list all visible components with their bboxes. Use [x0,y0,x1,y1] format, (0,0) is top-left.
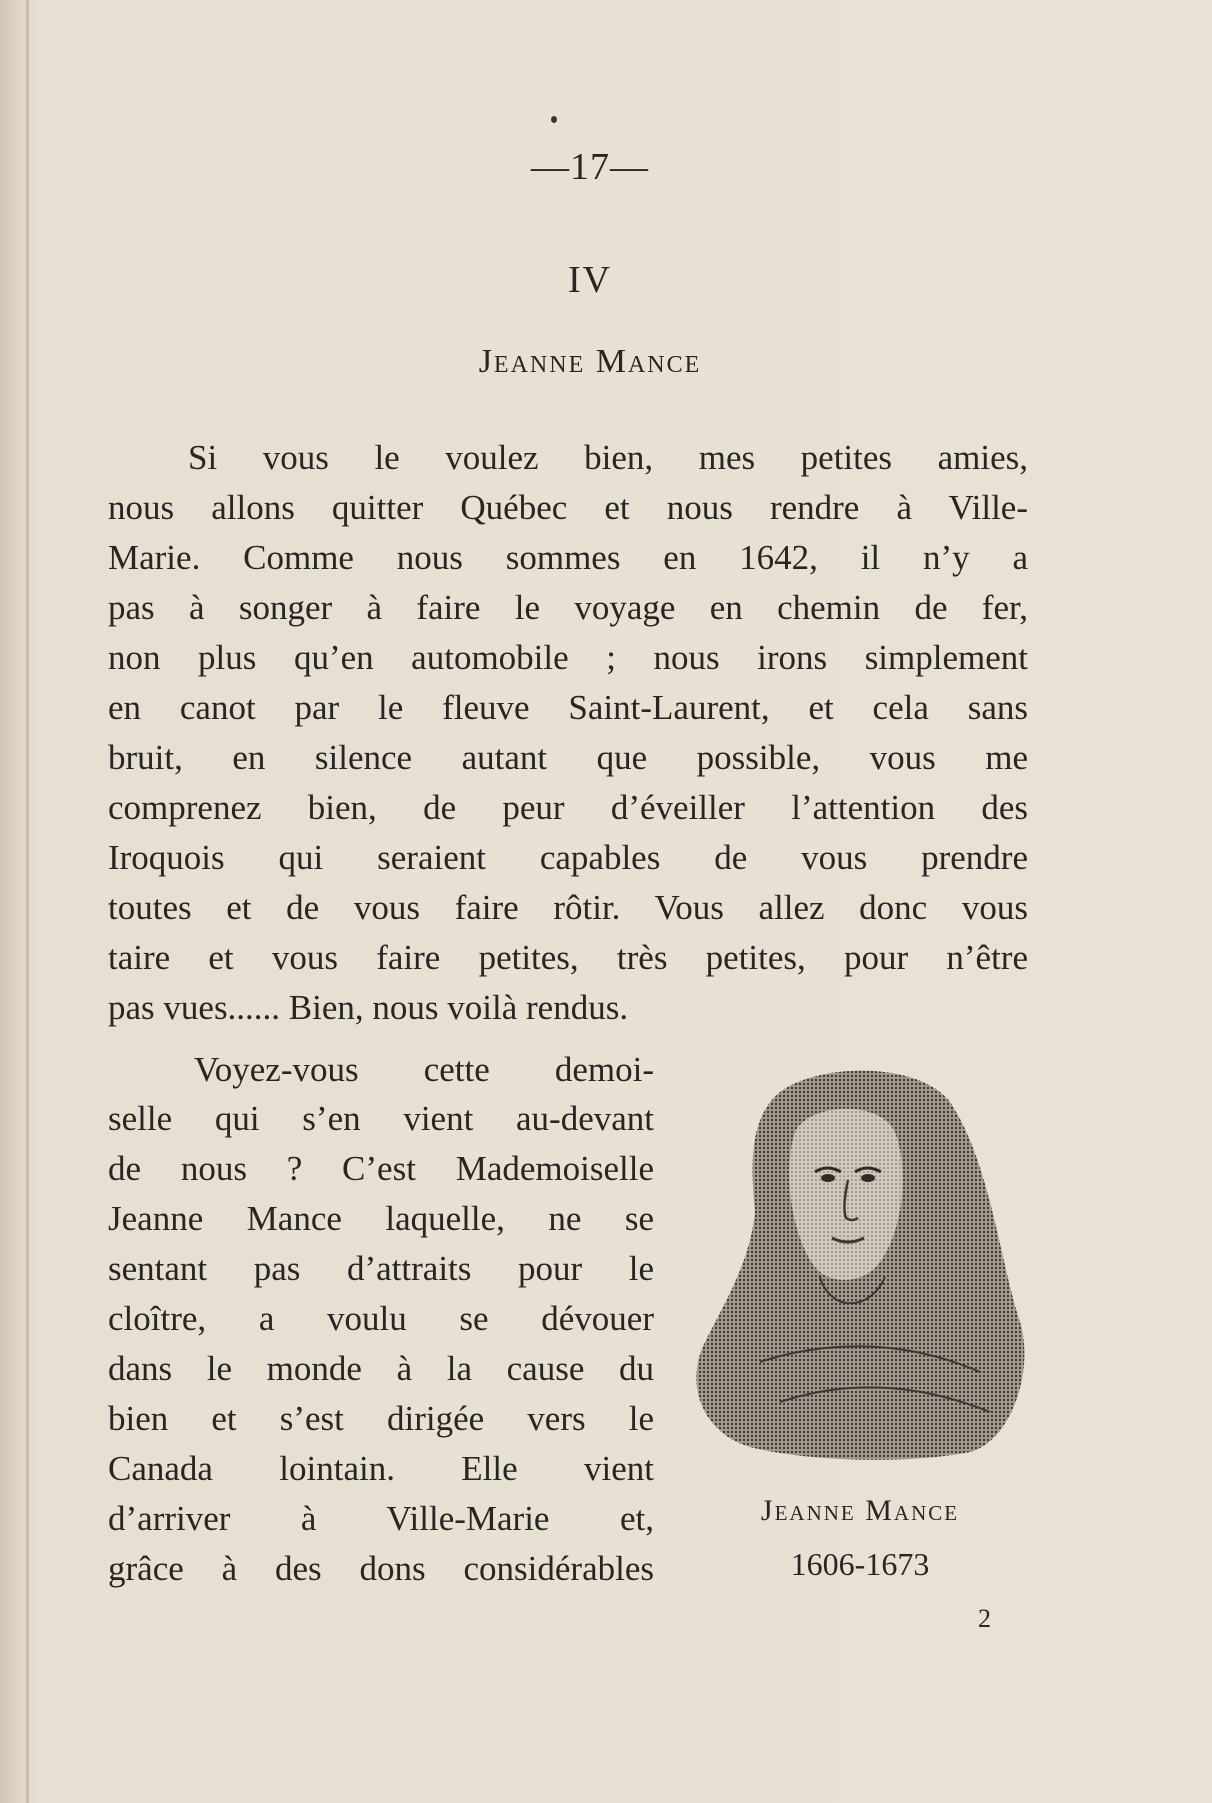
paragraph-2-line: dans le monde à la cause du [108,1349,654,1388]
signature-mark: 2 [978,1604,991,1633]
chapter-number: IV [567,259,613,301]
paragraph-2-line: Jeanne Mance laquelle, ne se [108,1199,654,1238]
figure-caption-dates: 1606-1673 [790,1546,930,1582]
paragraph-1-line: pas à songer à faire le voyage en chemin de fer, [108,588,1028,627]
paragraph-2-line: sentant pas d’attraits pour le [108,1249,654,1288]
chapter-title: Jeanne Mance [478,343,702,380]
paragraph-2-line: selle qui s’en vient au-devant [108,1099,654,1138]
portrait-illustration [690,1062,1030,1462]
paragraph-1-line: pas vues...... Bien, nous voilà rendus. [108,988,629,1027]
paragraph-1-line: Si vous le voulez bien, mes petites amies, [188,438,1028,477]
paragraph-1-line: comprenez bien, de peur d’éveiller l’attention des [108,788,1028,827]
paragraph-2-line: grâce à des dons considérables [108,1549,654,1588]
paragraph-2-line: d’arriver à Ville-Marie et, [108,1499,654,1538]
paragraph-2-line: cloître, a voulu se dévouer [108,1299,654,1338]
figure-caption-name: Jeanne Mance [760,1494,960,1527]
paragraph-1-line: taire et vous faire petites, très petites, pour n’être [108,938,1028,977]
paragraph-2-line: bien et s’est dirigée vers le [108,1399,654,1438]
paragraph-1-line: Marie. Comme nous sommes en 1642, il n’y a [108,538,1028,577]
paragraph-1-line: en canot par le fleuve Saint-Laurent, et cela sans [108,688,1028,727]
paragraph-1-line: bruit, en silence autant que possible, vous me [108,738,1028,777]
paragraph-2-line: de nous ? C’est Mademoiselle [108,1149,654,1188]
paragraph-1-line: non plus qu’en automobile ; nous irons simplement [108,638,1028,677]
paragraph-1-line: Iroquois qui seraient capables de vous prendre [108,838,1028,877]
paragraph-1-line: toutes et de vous faire rôtir. Vous allez donc vous [108,888,1028,927]
page-number: —17— [531,146,649,188]
paragraph-2-line: Canada lointain. Elle vient [108,1449,654,1488]
paragraph-1-line: nous allons quitter Québec et nous rendre à Ville- [108,488,1028,527]
paragraph-2-line: Voyez-vous cette demoi- [194,1050,654,1089]
ink-dot [551,116,557,123]
